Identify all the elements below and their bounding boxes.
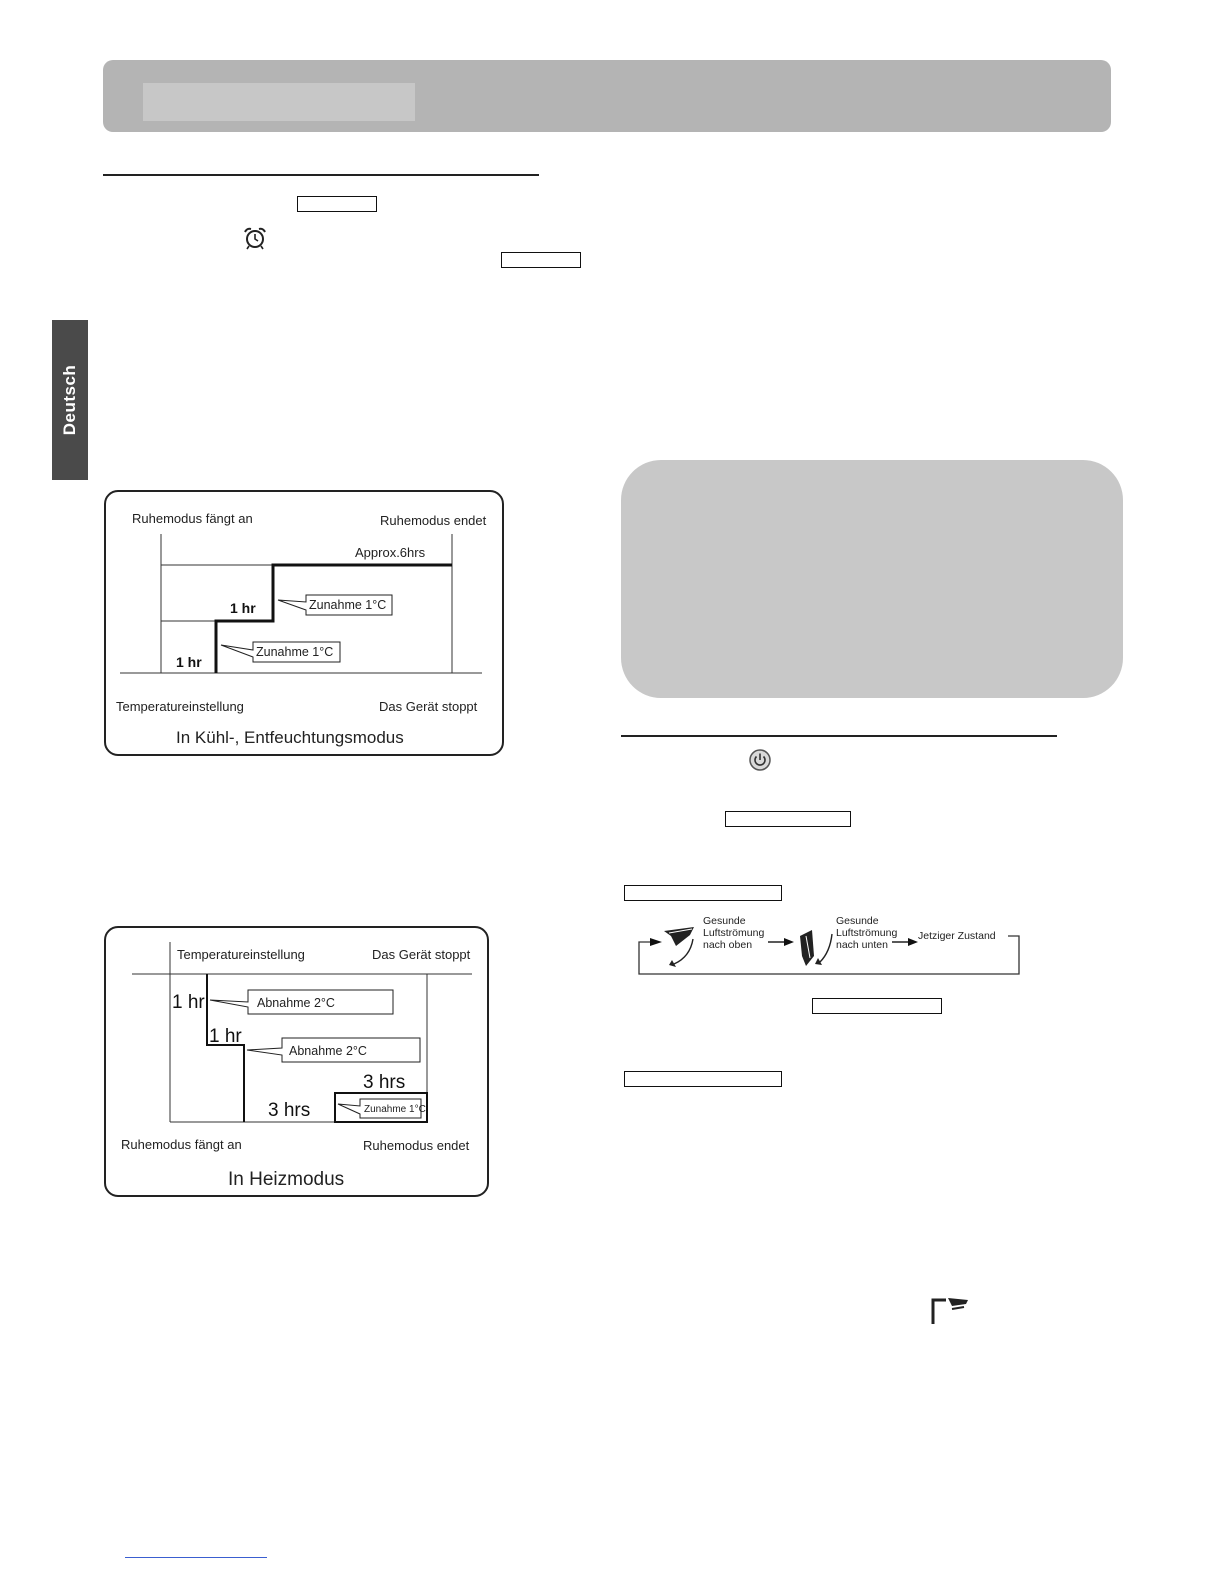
heat-step2-label: 1 hr xyxy=(209,1026,242,1047)
power-icon xyxy=(748,748,772,772)
heat-label-end: Ruhemodus endet xyxy=(363,1138,470,1153)
heat-callout-1: Abnahme 2°C xyxy=(257,996,335,1010)
cool-callout-lower: Zunahme 1°C xyxy=(256,645,334,659)
cool-label-start: Ruhemodus fängt an xyxy=(132,511,253,526)
cool-step1-label: 1 hr xyxy=(176,654,202,670)
airflow-step2-text xyxy=(836,915,897,951)
cool-caption: In Kühl-, Entfeuchtungsmodus xyxy=(176,728,404,747)
heat-callout-3: Zunahme 1°C xyxy=(364,1104,426,1115)
button-label-box-sleep xyxy=(297,196,377,212)
button-label-box-3 xyxy=(812,998,942,1014)
heat-label-unit-stops: Das Gerät stoppt xyxy=(372,947,471,962)
left-section-rule xyxy=(103,174,539,176)
svg-text:nach unten: nach unten xyxy=(836,939,888,951)
alarm-clock-icon xyxy=(242,226,268,250)
cool-label-unit-stops: Das Gerät stoppt xyxy=(379,699,478,714)
note-box xyxy=(621,460,1123,698)
cool-callout-upper: Zunahme 1°C xyxy=(309,598,387,612)
cool-step2-label: 1 hr xyxy=(230,600,256,616)
svg-text:Luftströmung: Luftströmung xyxy=(703,927,765,939)
svg-text:Gesunde: Gesunde xyxy=(703,915,746,927)
airflow-step1-text xyxy=(703,915,764,951)
svg-text:Gesunde: Gesunde xyxy=(836,915,879,927)
section-header-title-box xyxy=(143,83,415,121)
footer-rule xyxy=(125,1557,267,1558)
button-label-box-4 xyxy=(624,1071,782,1087)
language-tab-label: Deutsch xyxy=(60,364,79,436)
heat-caption: In Heizmodus xyxy=(228,1169,345,1190)
heat-step3-upper-label: 3 hrs xyxy=(363,1072,406,1093)
cool-label-duration: Approx.6hrs xyxy=(355,545,426,560)
heat-step3-lower-label: 3 hrs xyxy=(268,1100,311,1121)
heat-step1-label: 1 hr xyxy=(172,992,205,1013)
language-tab xyxy=(52,320,88,480)
svg-text:Luftströmung: Luftströmung xyxy=(836,927,898,939)
button-label-box-sleep-2 xyxy=(501,252,581,268)
svg-text:nach oben: nach oben xyxy=(703,939,753,951)
airflow-step3-text: Jetziger Zustand xyxy=(918,930,996,942)
swing-flap-icon xyxy=(930,1297,970,1325)
cool-label-temp-setting: Temperatureinstellung xyxy=(116,699,244,714)
right-section-rule xyxy=(621,735,1057,737)
heat-label-start: Ruhemodus fängt an xyxy=(121,1137,242,1152)
airflow-cycle-diagram xyxy=(636,912,1024,978)
heat-label-temp-setting: Temperatureinstellung xyxy=(177,947,305,962)
sleep-diagram-cool xyxy=(104,490,504,756)
sleep-diagram-heat xyxy=(104,926,489,1197)
cool-label-end: Ruhemodus endet xyxy=(380,513,487,528)
button-label-box-2 xyxy=(624,885,782,901)
heat-callout-2: Abnahme 2°C xyxy=(289,1044,367,1058)
button-label-box-1 xyxy=(725,811,851,827)
